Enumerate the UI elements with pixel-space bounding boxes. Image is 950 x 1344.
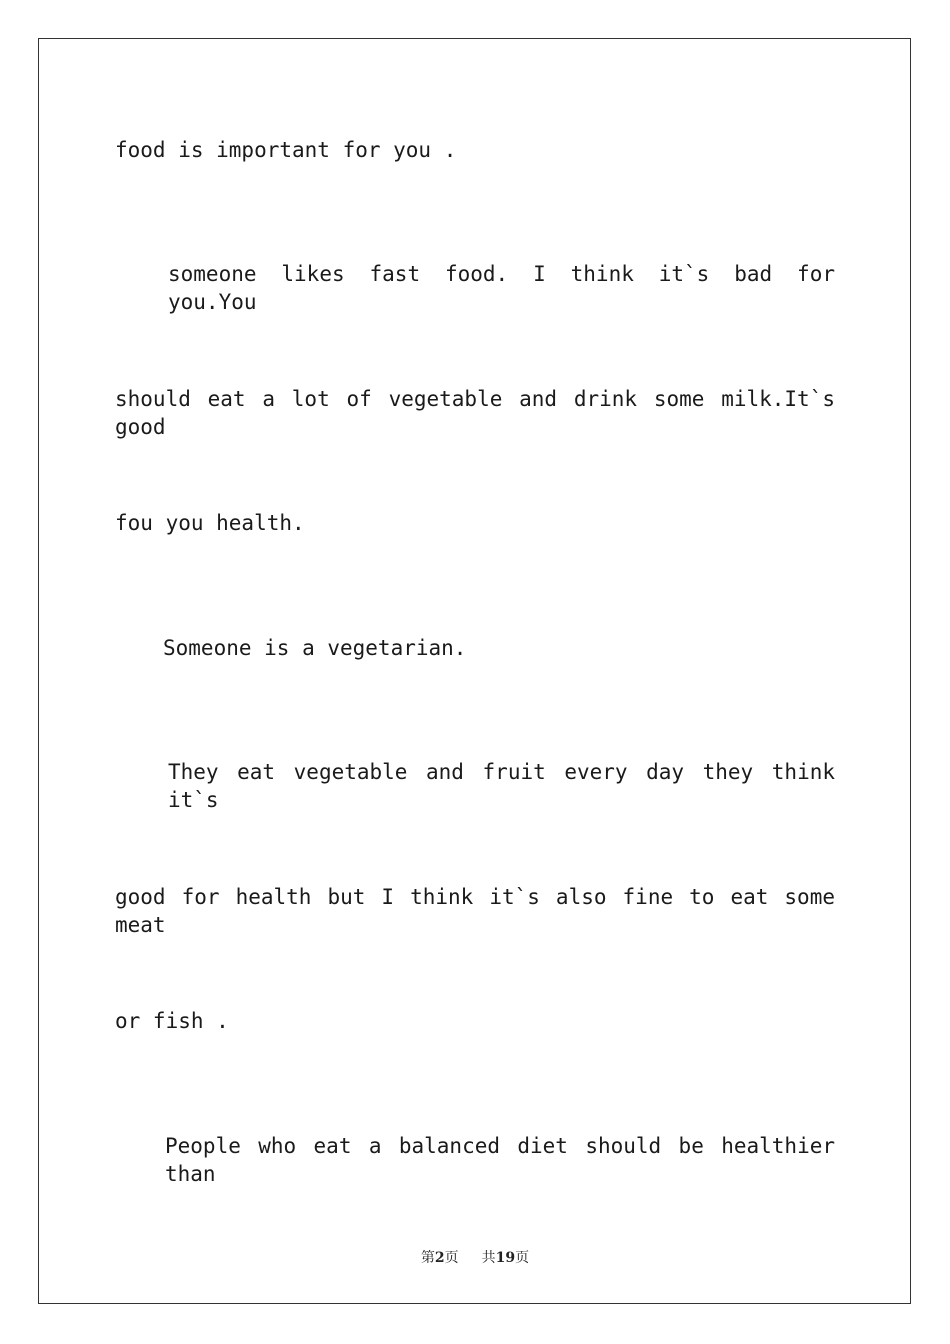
text-line: fou you health.: [115, 511, 305, 535]
text-line: food is important for you .: [115, 138, 457, 162]
text-line: should eat a lot of vegetable and drink some milk.It`s good: [115, 387, 835, 439]
page-border: [38, 38, 911, 1304]
text-line: Someone is a vegetarian.: [163, 636, 467, 660]
text-line: someone likes fast food. I think it`s bad for you.You: [168, 262, 835, 314]
total-pages: 19: [495, 1250, 516, 1266]
page-footer: [0, 1247, 950, 1267]
text-line: They eat vegetable and fruit every day they think it`s: [168, 760, 835, 812]
page-prefix: 第: [420, 1250, 435, 1266]
page-number: 2: [434, 1250, 445, 1266]
page-suffix: 页: [444, 1250, 459, 1266]
total-prefix: 共: [481, 1250, 496, 1266]
text-line: good for health but I think it`s also fine to eat some meat: [115, 885, 835, 937]
text-line: People who eat a balanced diet should be healthier than: [165, 1134, 835, 1186]
text-line: or fish .: [115, 1009, 229, 1033]
total-suffix: 页: [515, 1250, 530, 1266]
